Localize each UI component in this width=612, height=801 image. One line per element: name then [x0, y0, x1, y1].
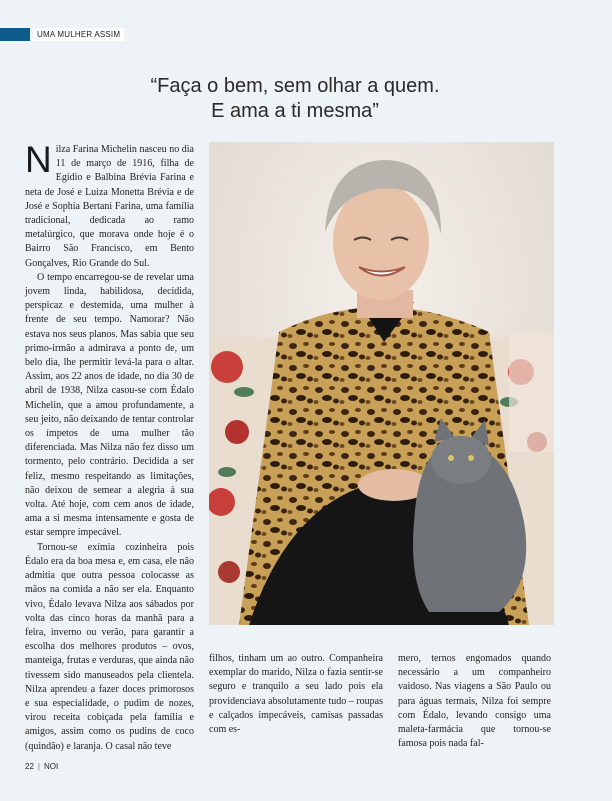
- page-number: 22: [25, 762, 34, 771]
- drop-cap: N: [25, 139, 52, 180]
- article-paragraph-1-text: ilza Farina Michelin nasceu no dia 11 de março de 1916, filha de Egídio e Balbina Brévia Farina e neta de José e Luiza Monetta Brévia e de José e Sophia Bertani Farina, uma família tradicional, dedicada ao ramo metalúrgico, que morava onde hoje é o Bairro São Francisco, em Bento Gonçalves, Rio Grande do Sul.: [25, 144, 194, 269]
- section-label: UMA MULHER ASSIM: [33, 28, 124, 41]
- portrait-photo: [209, 142, 554, 625]
- article-paragraph-3: Tornou-se exímia cozinheira pois Édalo era da boa mesa e, em casa, ele não admitia que outra pessoa colocasse as mãos na comida a não ser ela. Enquanto vivo, Édalo levava Nilza aos sábados por volta das cinco horas da manhã para a feira, inverno ou verão, para garantir a escolha dos melhores produtos – ovos, manteiga, frutas e verduras, que ainda não tivessem sido manuseados pela clientela. Nilza aprendeu a fazer doces primorosos e sua especialidade, o pudim de nozes, virou receita cobiçada pela família e amigos, assim como os pudins de coco (quindão) e laranja. O casal não teve: [25, 541, 194, 752]
- page-footer: [25, 762, 58, 771]
- article-paragraph-5: mero, ternos engomados quando necessário a um companheiro vaidoso. Nas viagens a São Paulo ou para águas termais, Nilza foi sempre com Édalo, levando consigo uma maleta-farmácia que tornou-se famosa pois nada fal-: [398, 653, 551, 750]
- article-column-2: [209, 652, 383, 737]
- face: [333, 184, 429, 300]
- section-accent-bar: [0, 28, 30, 41]
- pull-quote-line-2: E ama a ti mesma”: [211, 100, 379, 122]
- article-paragraph-4: filhos, tinham um ao outro. Companheira exemplar do marido, Nilza o fazia sentir-se seguro e tranquilo a seu lado pois ela providenciava absolutamente tudo – roupas e calçados impecáveis, camisas passadas com es-: [209, 653, 383, 736]
- article-column-3: [398, 652, 551, 751]
- article-paragraph-1: [25, 139, 194, 271]
- pull-quote-line-1: “Faça o bem, sem olhar a quem.: [150, 75, 440, 97]
- footer-separator: |: [37, 762, 40, 771]
- pull-quote: [100, 74, 490, 124]
- article-column-1: [25, 139, 194, 754]
- portrait-illustration: [209, 142, 554, 625]
- article-paragraph-2: O tempo encarregou-se de revelar uma jovem linda, habilidosa, decidida, perspicaz e destemida, uma mulher à frente de seu tempo. Namorar? Não estava nos seus planos. Mas sabia que seu primo-irmão a admirava a ponto de, um belo dia, lhe permitir levá-la para o altar. Assim, aos 22 anos de idade, no dia 30 de abril de 1938, Nilza casou-se com Édalo Michelin, que a amou profundamente, a seu jeito, não deixando de tentar controlar os ímpetos de uma mulher tão diferenciada. Mas Nilza não fez disso um tormento, pelo contrário. Decidida a ser feliz, mesmo respeitando as limitações, não deixou de semear a alegria à sua volta. Até hoje, com cem anos de idade, ama a si mesma intensamente e gosta de estar sempre impecável.: [25, 271, 194, 539]
- publication-name: NOI: [43, 762, 59, 771]
